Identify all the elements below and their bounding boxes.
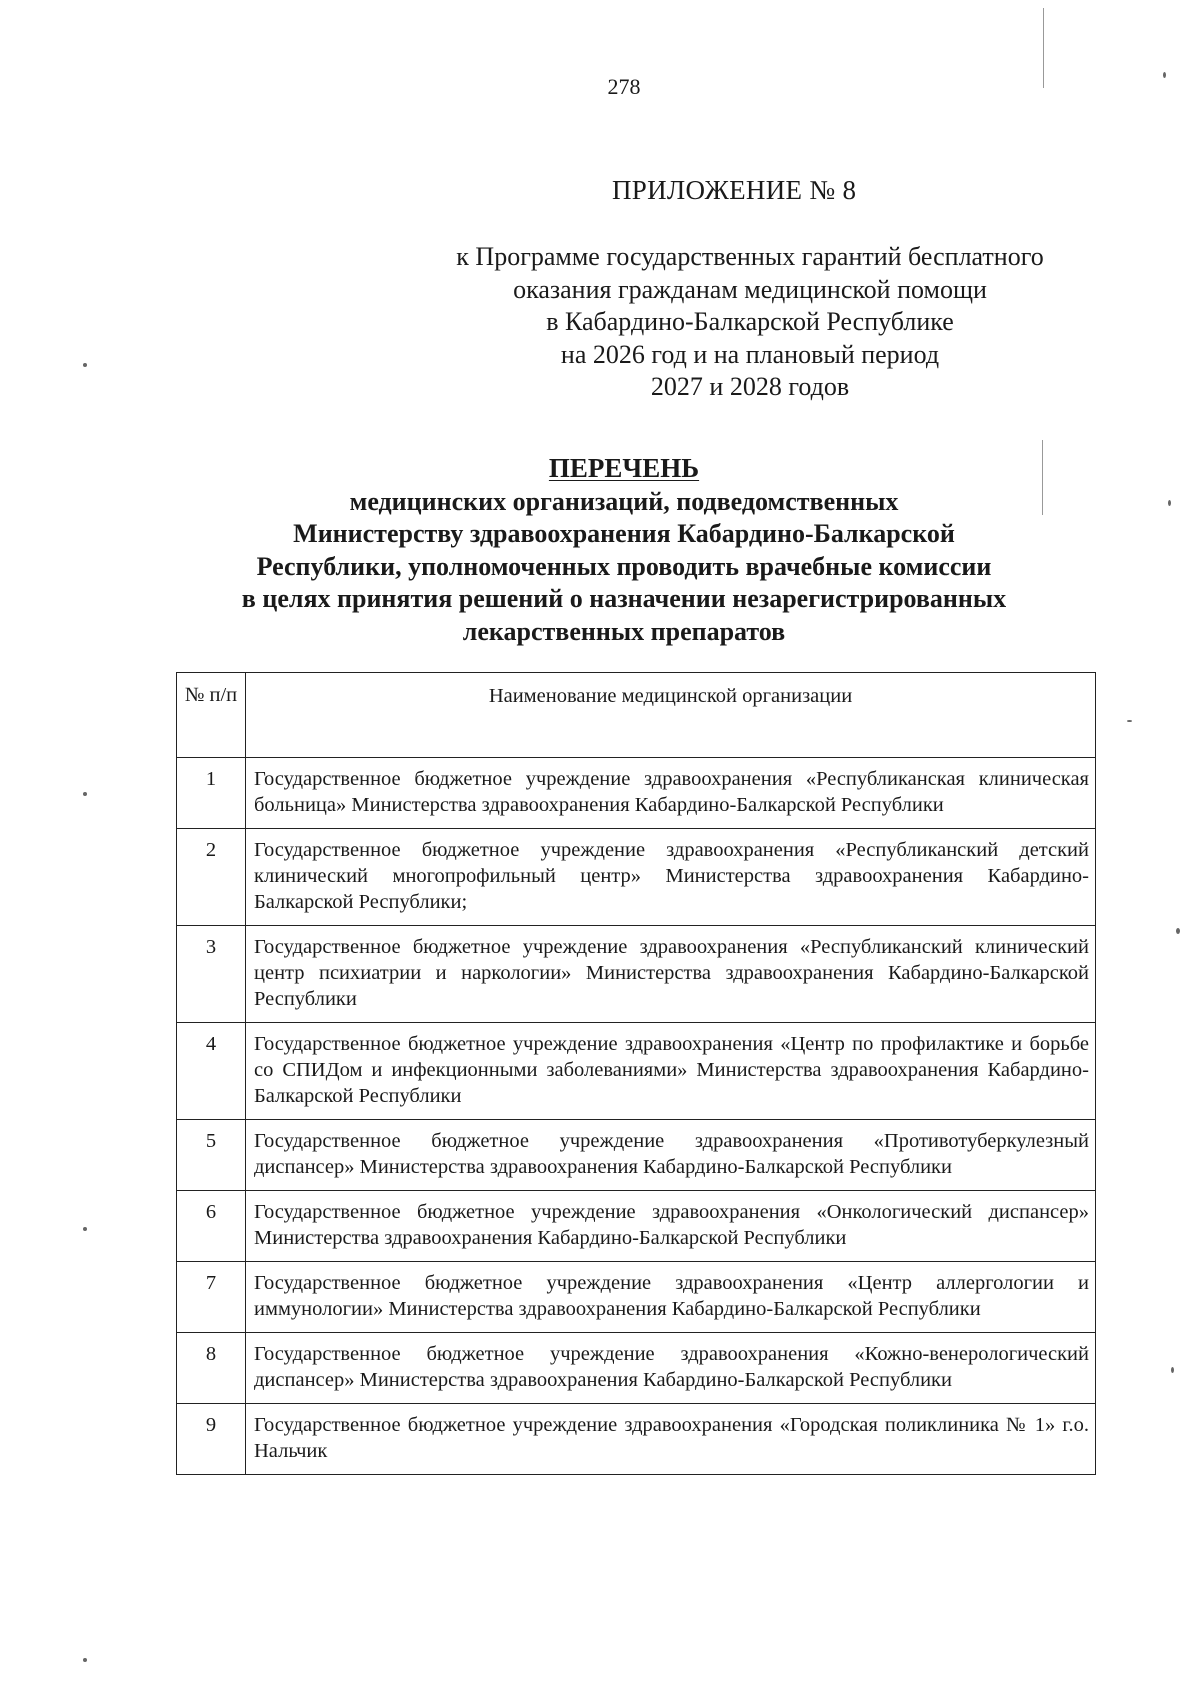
row-number: 5: [177, 1120, 246, 1191]
appendix-subtitle-line: на 2026 год и на плановый период: [560, 339, 940, 369]
row-organization-name: Государственное бюджетное учреждение здравоохранения «Онкологический диспансер» Министерства здравоохранения Кабардино-Балкарской Республики: [246, 1191, 1096, 1262]
list-heading-line: медицинских организаций, подведомственных: [349, 486, 899, 516]
table-row: [177, 1333, 1096, 1404]
row-number: 2: [177, 829, 246, 926]
table-row: [177, 1120, 1096, 1191]
row-organization-name: Государственное бюджетное учреждение здравоохранения «Кожно-венерологический диспансер» Министерства здравоохранения Кабардино-Балкарской Республики: [246, 1333, 1096, 1404]
header-number: № п/п: [177, 673, 246, 758]
row-organization-name: Государственное бюджетное учреждение здравоохранения «Республиканская клиническая больница» Министерства здравоохранения Кабардино-Балкарской Республики: [246, 758, 1096, 829]
scan-artifact-speck: [1127, 720, 1132, 722]
row-organization-name: Государственное бюджетное учреждение здравоохранения «Противотуберкулезный диспансер» Министерства здравоохранения Кабардино-Балкарской Республики: [246, 1120, 1096, 1191]
row-number: 1: [177, 758, 246, 829]
scan-artifact-speck: [1168, 500, 1171, 506]
organizations-table: [176, 672, 1096, 1475]
scan-artifact-speck: [1176, 928, 1180, 934]
appendix-subtitle-line: оказания гражданам медицинской помощи: [513, 274, 987, 304]
row-organization-name: Государственное бюджетное учреждение здравоохранения «Центр аллергологии и иммунологии» Министерства здравоохранения Кабардино-Балкарской Республики: [246, 1262, 1096, 1333]
row-number: 3: [177, 926, 246, 1023]
page-number: 278: [607, 74, 641, 99]
row-organization-name: Государственное бюджетное учреждение здравоохранения «Центр по профилактике и борьбе со СПИДом и инфекционными заболеваниями» Министерства здравоохранения Кабардино-Балкарской Республики: [246, 1023, 1096, 1120]
scan-artifact-speck: [1171, 1367, 1174, 1373]
appendix-subtitle-line: 2027 и 2028 годов: [650, 372, 850, 401]
appendix-title: ПРИЛОЖЕНИЕ № 8: [612, 175, 857, 205]
list-heading-line: Республики, уполномоченных проводить врачебные комиссии: [256, 551, 992, 581]
list-heading-line: в целях принятия решений о назначении незарегистрированных: [241, 584, 1007, 613]
row-organization-name: Государственное бюджетное учреждение здравоохранения «Республиканский детский клинический многопрофильный центр» Министерства здравоохранения Кабардино-Балкарской Республики;: [246, 829, 1096, 926]
row-number: 6: [177, 1191, 246, 1262]
row-number: 4: [177, 1023, 246, 1120]
list-heading: [0, 452, 1200, 648]
row-number: 9: [177, 1404, 246, 1475]
appendix-subtitle-line: в Кабардино-Балкарской Республике: [546, 307, 954, 336]
appendix-subtitle-line: к Программе государственных гарантий бесплатного: [456, 242, 1044, 271]
list-heading-title: ПЕРЕЧЕНЬ: [548, 453, 700, 483]
table-row: [177, 829, 1096, 926]
scan-artifact-speck: [1163, 72, 1166, 78]
row-number: 8: [177, 1333, 246, 1404]
scan-artifact-line: [1043, 8, 1044, 88]
scan-artifact-speck: [83, 363, 87, 367]
scan-artifact-speck: [83, 1227, 87, 1231]
table-header-row: [177, 673, 1096, 758]
table-row: [177, 926, 1096, 1023]
table-row: [177, 1404, 1096, 1475]
row-organization-name: Государственное бюджетное учреждение здравоохранения «Республиканский клинический центр психиатрии и наркологии» Министерства здравоохранения Кабардино-Балкарской Республики: [246, 926, 1096, 1023]
table-row: [177, 1191, 1096, 1262]
row-number: 7: [177, 1262, 246, 1333]
row-organization-name: Государственное бюджетное учреждение здравоохранения «Городская поликлиника № 1» г.о. Нальчик: [246, 1404, 1096, 1475]
scan-artifact-speck: [83, 1658, 87, 1662]
list-heading-line: Министерству здравоохранения Кабардино-Балкарской: [293, 519, 955, 548]
scan-artifact-speck: [83, 792, 87, 796]
appendix-subtitle: [370, 241, 1130, 404]
table-row: [177, 1023, 1096, 1120]
table-row: [177, 758, 1096, 829]
scan-artifact-line: [1042, 440, 1043, 515]
table-row: [177, 1262, 1096, 1333]
header-name: Наименование медицинской организации: [246, 673, 1096, 758]
list-heading-line: лекарственных препаратов: [462, 616, 786, 646]
